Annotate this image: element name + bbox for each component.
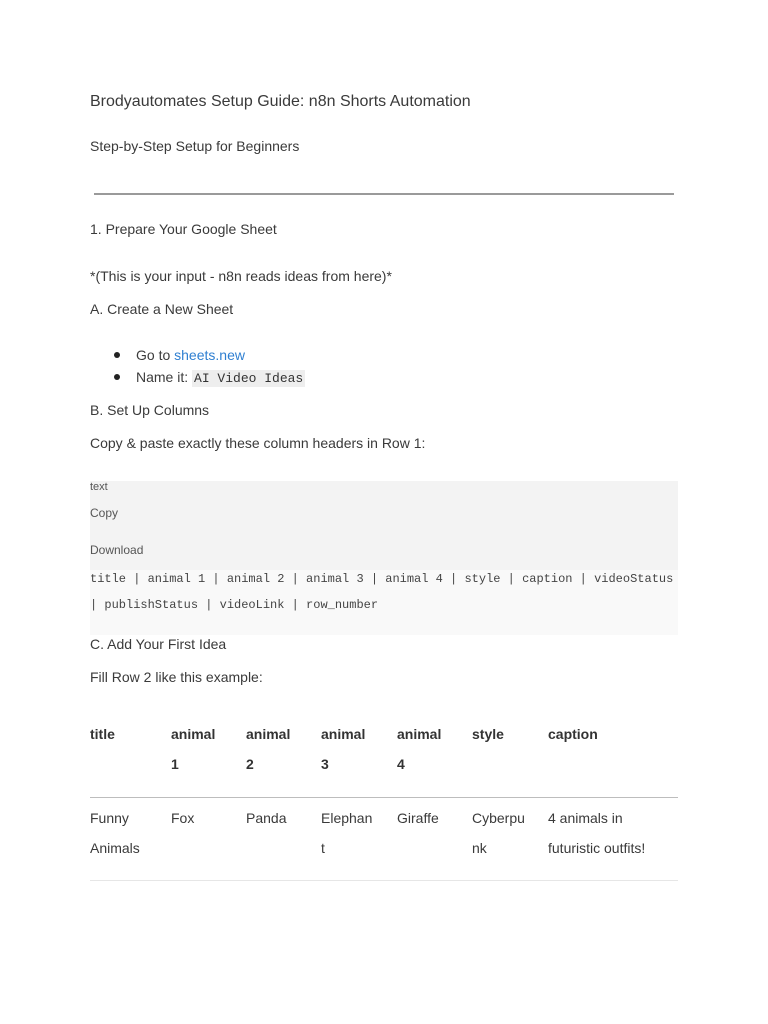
horizontal-divider <box>94 193 674 195</box>
sheets-new-link[interactable]: sheets.new <box>174 347 245 363</box>
list-item-prefix: Go to <box>136 347 175 363</box>
bullet-icon <box>114 374 120 380</box>
table-header-cell: animal 4 <box>397 726 442 772</box>
download-button[interactable]: Download <box>90 543 144 557</box>
table-header-cell: style <box>472 726 504 742</box>
list-item <box>112 366 305 388</box>
table-cell: Elephant <box>321 810 373 856</box>
table-row-divider <box>90 880 678 881</box>
page-subtitle: Step-by-Step Setup for Beginners <box>90 138 300 154</box>
table-header-cell: caption <box>548 726 598 742</box>
code-language-label: text <box>90 481 108 493</box>
page-title: Brodyautomates Setup Guide: n8n Shorts Automation <box>90 93 471 110</box>
table-cell: 4 animals in futuristic outfits! <box>548 810 646 856</box>
table-cell: Funny Animals <box>90 810 140 856</box>
table-cell: Fox <box>171 810 195 826</box>
bullet-list <box>112 344 305 388</box>
table-header-divider <box>90 797 678 798</box>
bullet-icon <box>114 352 120 358</box>
table-cell: Panda <box>246 810 287 826</box>
code-line-1: title | animal 1 | animal 2 | animal 3 | animal 4 | style | caption | videoStatus <box>90 572 674 586</box>
copy-button[interactable]: Copy <box>90 506 119 520</box>
table-cell: Giraffe <box>397 810 439 826</box>
inline-code: AI Video Ideas <box>194 371 304 386</box>
step-c-heading: C. Add Your First Idea <box>90 636 227 652</box>
section-note: *(This is your input - n8n reads ideas from here)* <box>90 268 392 284</box>
table-header-cell: animal 3 <box>321 726 366 772</box>
list-item <box>112 344 305 366</box>
table-cell: Cyberpunk <box>472 810 525 856</box>
step-b-text: Copy & paste exactly these column headers in Row 1: <box>90 435 426 451</box>
step-a-heading: A. Create a New Sheet <box>90 301 234 317</box>
code-line-2: | publishStatus | videoLink | row_number <box>90 598 379 612</box>
step-b-heading: B. Set Up Columns <box>90 402 210 418</box>
step-c-text: Fill Row 2 like this example: <box>90 669 263 685</box>
table-header-cell: animal 2 <box>246 726 291 772</box>
table-header-cell: animal 1 <box>171 726 216 772</box>
section-heading-1: 1. Prepare Your Google Sheet <box>90 221 277 237</box>
table-header-cell: title <box>90 726 115 742</box>
list-item-prefix: Name it: <box>136 369 193 385</box>
